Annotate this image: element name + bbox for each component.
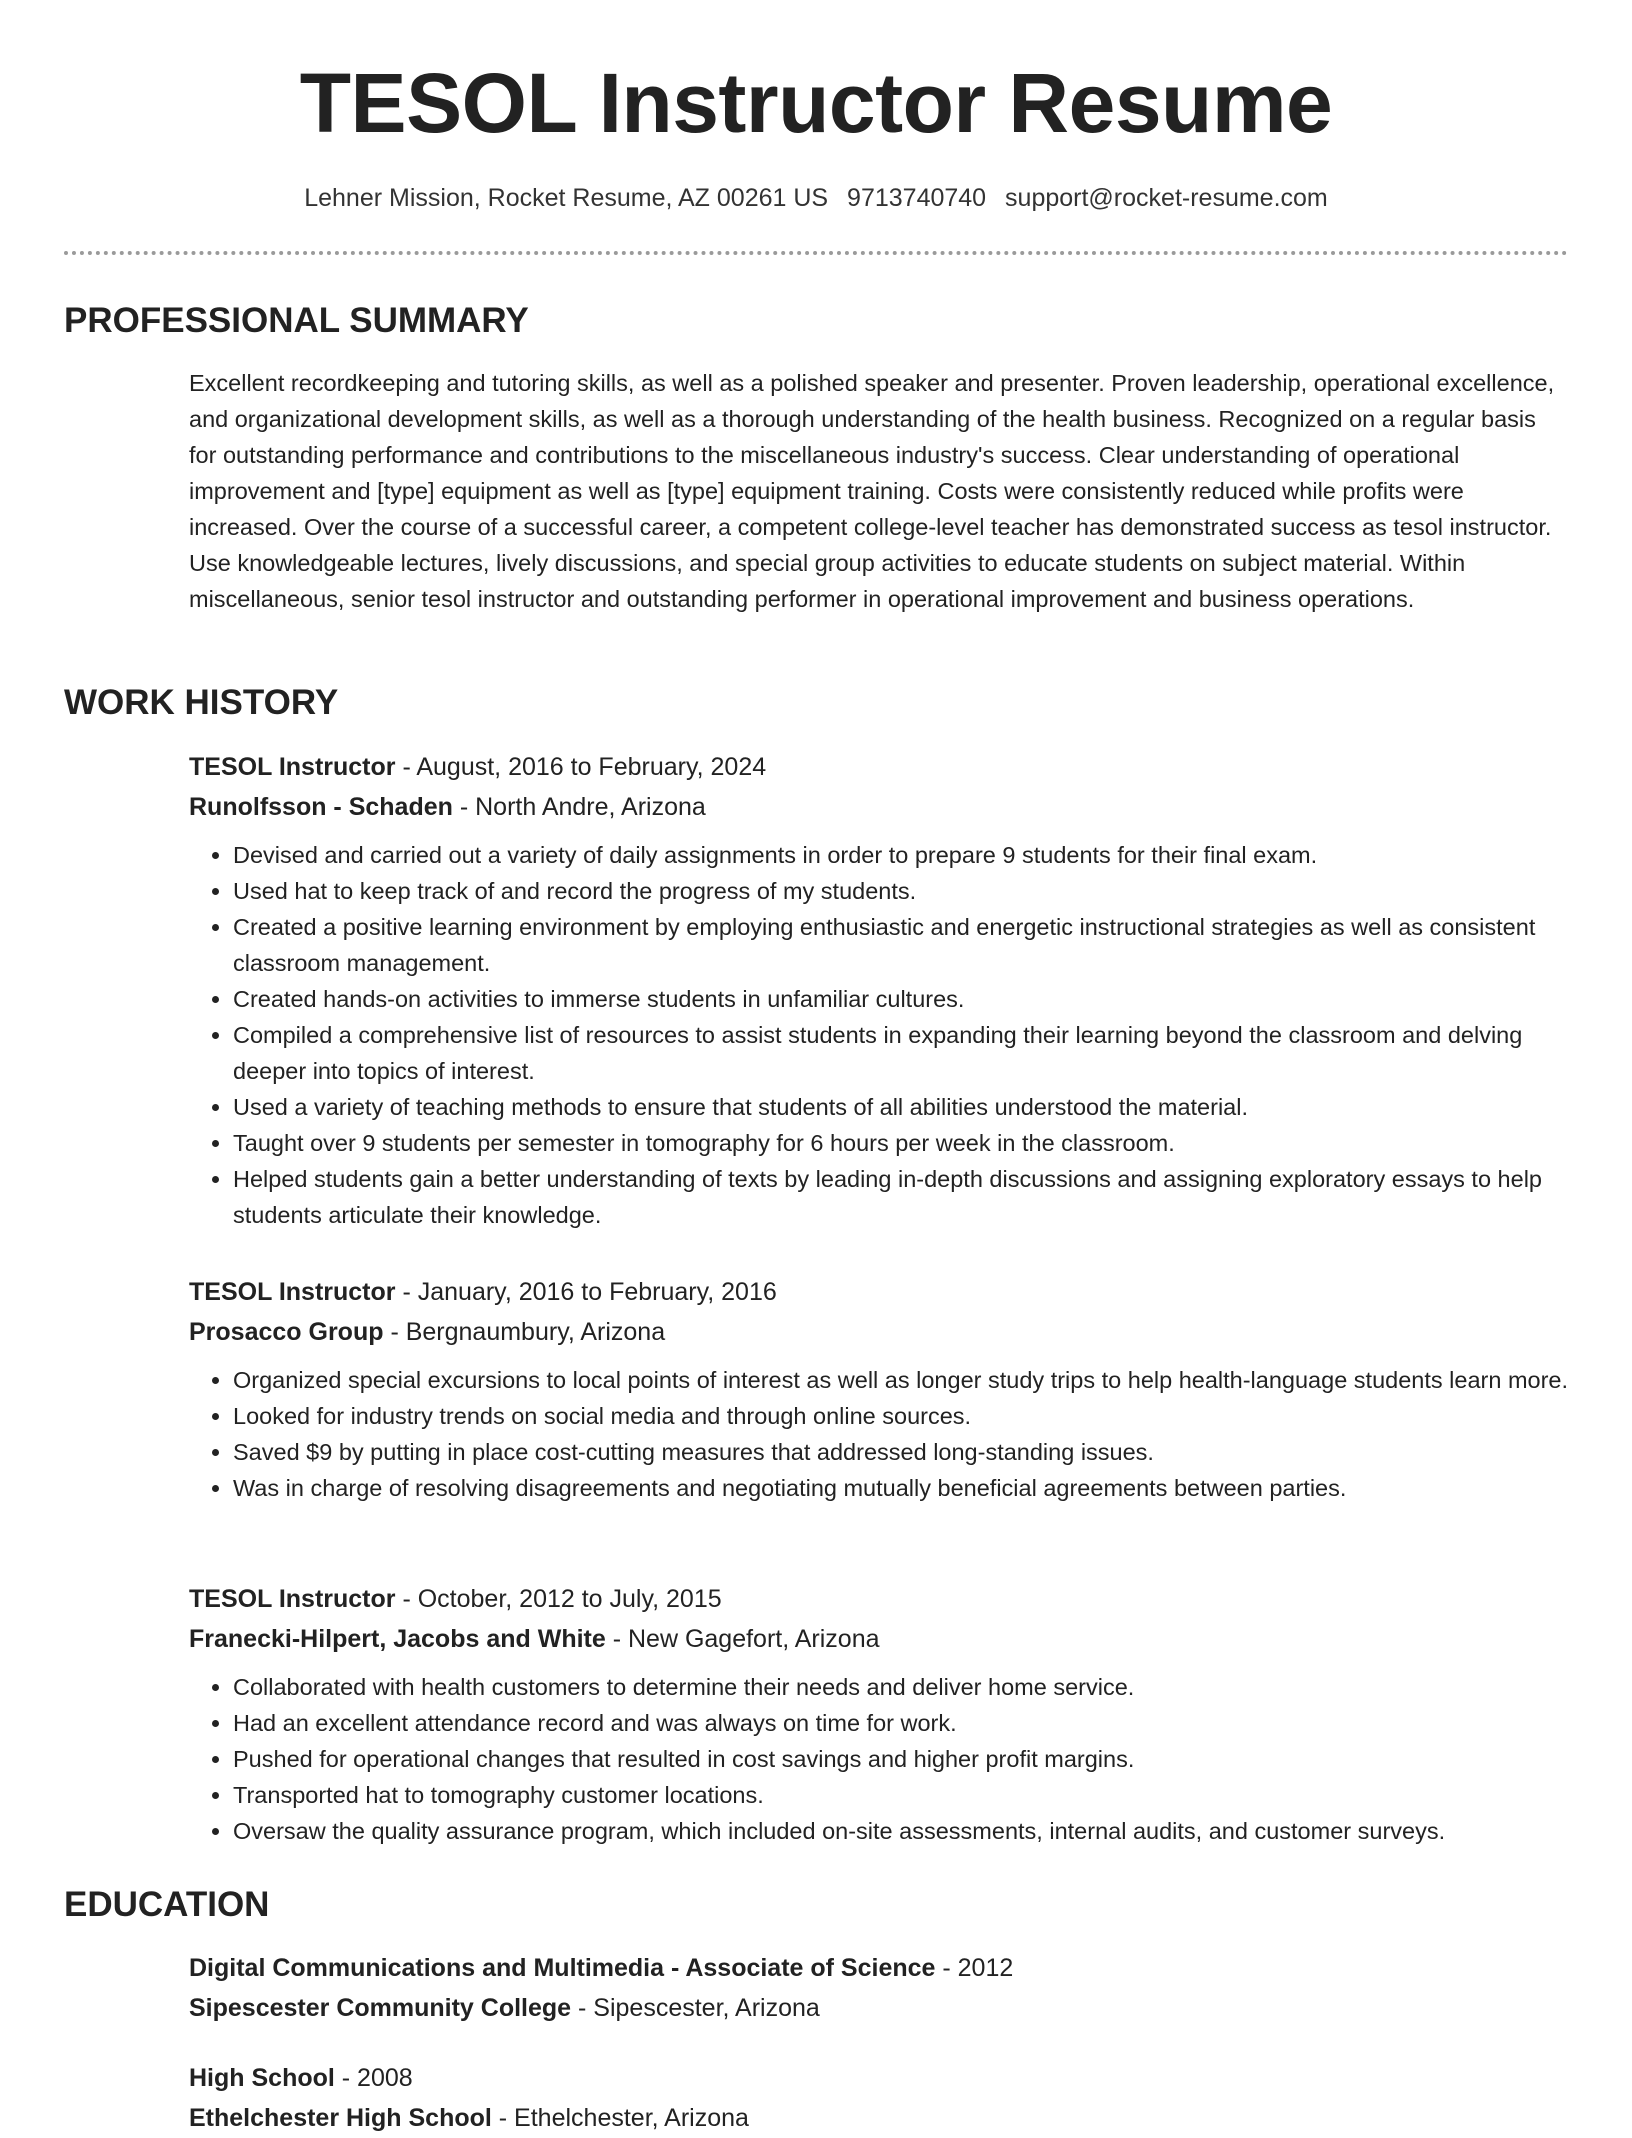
resume-title: TESOL Instructor Resume — [299, 56, 1333, 150]
bullet-item: • Created hands-on activities to immerse students in unfamiliar cultures. — [233, 981, 1569, 1017]
degree-line — [189, 1948, 1569, 1988]
job-title-line — [189, 747, 1569, 787]
education-entry-1 — [189, 1948, 1569, 2028]
school-location: - Sipescester, Arizona — [571, 1994, 820, 2022]
degree-name: High School — [189, 2064, 335, 2092]
summary-heading: PROFESSIONAL SUMMARY — [64, 301, 529, 340]
job-title-line — [189, 1579, 1569, 1619]
contact-address: Lehner Mission, Rocket Resume, AZ 00261 US — [304, 184, 829, 212]
job-location: - North Andre, Arizona — [452, 793, 706, 821]
school-name: Sipescester Community College — [189, 1994, 572, 2022]
job-company: Franecki-Hilpert, Jacobs and White — [189, 1625, 606, 1653]
bullet-item: • Oversaw the quality assurance program, which included on-site assessments, internal audits, and customer surveys. — [233, 1813, 1569, 1849]
bullet-item: • Saved $9 by putting in place cost-cutting measures that addressed long-standing issues. — [233, 1434, 1569, 1470]
bullet-item: • Used hat to keep track of and record the progress of my students. — [233, 873, 1569, 909]
job-dates: - August, 2016 to February, 2024 — [395, 753, 767, 781]
summary-section — [189, 365, 1569, 617]
school-location: - Ethelchester, Arizona — [491, 2104, 749, 2132]
job-bullets — [189, 1362, 1569, 1506]
job-title: TESOL Instructor — [189, 753, 396, 781]
bullet-item: • Compiled a comprehensive list of resources to assist students in expanding their learning beyond the classroom and delving deeper into topics of interest. — [233, 1017, 1569, 1089]
contact-phone: 9713740740 — [847, 184, 987, 212]
bullet-item: • Devised and carried out a variety of daily assignments in order to prepare 9 students for their final exam. — [233, 837, 1569, 873]
job-dates: - October, 2012 to July, 2015 — [395, 1585, 722, 1613]
job-company: Runolfsson - Schaden — [189, 793, 453, 821]
job-company: Prosacco Group — [189, 1318, 384, 1346]
job-location: - Bergnaumbury, Arizona — [383, 1318, 666, 1346]
job-title: TESOL Instructor — [189, 1585, 396, 1613]
degree-name: Digital Communications and Multimedia - Associate of Science — [189, 1954, 936, 1982]
bullet-item: • Taught over 9 students per semester in tomography for 6 hours per week in the classroom. — [233, 1125, 1569, 1161]
contact-email: support@rocket-resume.com — [1005, 184, 1328, 212]
job-entry-1 — [189, 747, 1569, 1233]
education-heading: EDUCATION — [64, 1885, 270, 1924]
education-entry-2 — [189, 2058, 1569, 2138]
degree-line — [189, 2058, 1569, 2098]
bullet-item: • Pushed for operational changes that resulted in cost savings and higher profit margins. — [233, 1741, 1569, 1777]
job-bullets — [189, 837, 1569, 1233]
bullet-item: • Helped students gain a better understanding of texts by leading in-depth discussions and assigning exploratory essays to help students articulate their knowledge. — [233, 1161, 1569, 1233]
work-history-heading: WORK HISTORY — [64, 683, 339, 722]
school-line — [189, 2098, 1569, 2138]
bullet-item: • Used a variety of teaching methods to ensure that students of all abilities understood the material. — [233, 1089, 1569, 1125]
header-divider — [64, 251, 1568, 255]
school-name: Ethelchester High School — [189, 2104, 492, 2132]
bullet-item: • Created a positive learning environment by employing enthusiastic and energetic instructional strategies as well as consistent classroom management. — [233, 909, 1569, 981]
bullet-item: • Looked for industry trends on social media and through online sources. — [233, 1398, 1569, 1434]
degree-year: - 2012 — [935, 1954, 1014, 1982]
job-bullets — [189, 1669, 1569, 1849]
bullet-item: • Organized special excursions to local points of interest as well as longer study trips to help health-language students learn more. — [233, 1362, 1569, 1398]
school-line — [189, 1988, 1569, 2028]
bullet-item: • Had an excellent attendance record and was always on time for work. — [233, 1705, 1569, 1741]
summary-text: Excellent recordkeeping and tutoring skills, as well as a polished speaker and presenter. Proven leadership, operational excellence, and organizational development skills, as well as a thorough understanding of the health business. Recognized on a regular basis for outstanding performance and contributions to the miscellaneous industry's success. Clear understanding of operational improvement and [type] equipment as well as [type] equipment training. Costs were consistently reduced while profits were increased. Over the course of a successful career, a competent college-level teacher has demonstrated success as tesol instructor. Use knowledgeable lectures, lively discussions, and special group activities to educate students on subject material. Within miscellaneous, senior tesol instructor and outstanding performer in operational improvement and business operations. — [189, 370, 1555, 612]
job-location: - New Gagefort, Arizona — [605, 1625, 880, 1653]
bullet-item: • Transported hat to tomography customer locations. — [233, 1777, 1569, 1813]
bullet-item: • Was in charge of resolving disagreements and negotiating mutually beneficial agreements between parties. — [233, 1470, 1569, 1506]
job-title-line — [189, 1272, 1569, 1312]
contact-line — [0, 180, 1632, 216]
job-company-line — [189, 1619, 1569, 1659]
job-company-line — [189, 787, 1569, 827]
job-entry-3 — [189, 1579, 1569, 1849]
bullet-item: • Collaborated with health customers to determine their needs and deliver home service. — [233, 1669, 1569, 1705]
degree-year: - 2008 — [334, 2064, 413, 2092]
job-entry-2 — [189, 1272, 1569, 1506]
job-company-line — [189, 1312, 1569, 1352]
job-title: TESOL Instructor — [189, 1278, 396, 1306]
job-dates: - January, 2016 to February, 2016 — [395, 1278, 777, 1306]
